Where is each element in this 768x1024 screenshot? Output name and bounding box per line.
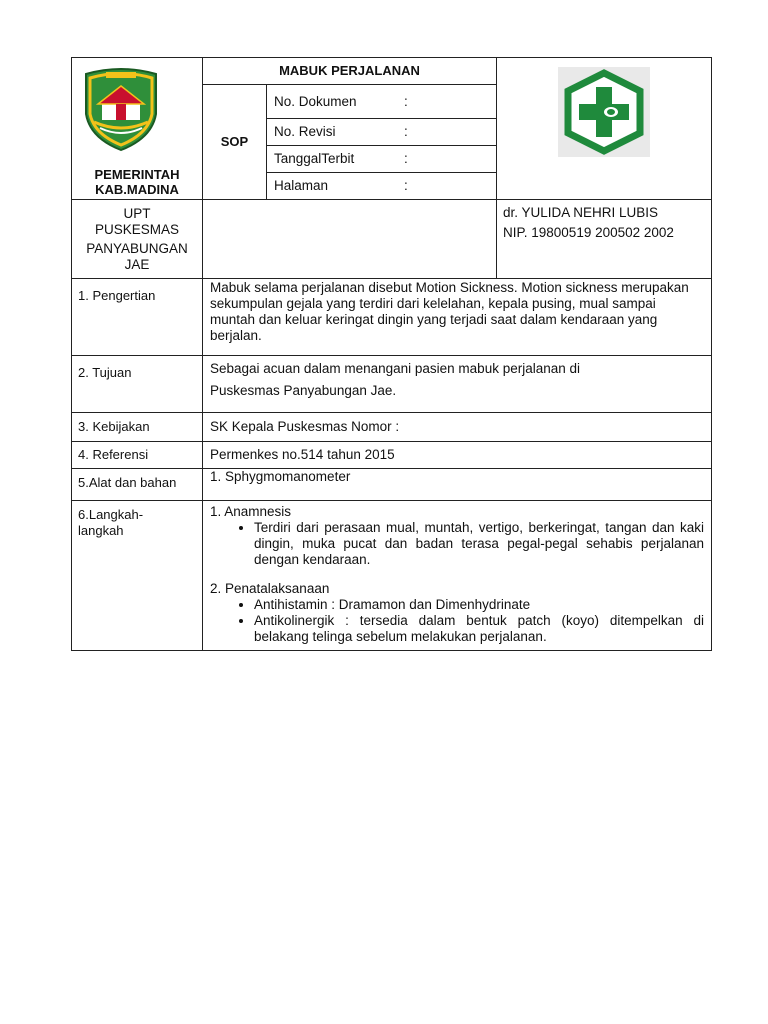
meta-label: TanggalTerbit: [274, 151, 355, 166]
sop-table: [71, 57, 712, 651]
meta-no-revisi: [267, 119, 497, 146]
meta-value: :: [404, 178, 408, 193]
tujuan-text: [203, 356, 712, 413]
step2-bullets: [210, 597, 704, 645]
org-name: [72, 167, 202, 197]
meta-tanggal-terbit: [267, 146, 497, 173]
meta-value: :: [404, 93, 408, 109]
sop-document: [71, 57, 711, 651]
puskesmas-logo-cell: [497, 58, 712, 200]
signature-space: [203, 200, 497, 279]
alat-label: 5.Alat dan bahan: [72, 469, 203, 501]
signer-name: dr. YULIDA NEHRI LUBIS: [503, 205, 659, 220]
referensi-label: 4. Referensi: [72, 442, 203, 469]
org-line2: KAB.MADINA: [95, 182, 179, 197]
list-item: • Terdiri dari perasaan mual, muntah, vertigo, berkeringat, tangan dan kaki dingin, muka pucat dan badan terasa pegal-pegal sehabis perjalanan dengan kendaraan.: [254, 520, 704, 568]
step1-bullets: [210, 520, 704, 568]
tujuan-line2: Puskesmas Panyabungan Jae.: [210, 383, 397, 398]
referensi-text: Permenkes no.514 tahun 2015: [203, 442, 712, 469]
document-title: MABUK PERJALANAN: [203, 58, 497, 85]
meta-label: No. Dokumen: [274, 93, 357, 109]
langkah-label-line1: 6.Langkah-: [78, 507, 144, 522]
langkah-label: [72, 501, 203, 651]
unit-line2: PUSKESMAS: [94, 222, 180, 237]
kebijakan-text: SK Kepala Puskesmas Nomor :: [203, 413, 712, 442]
meta-value: :: [404, 151, 408, 166]
step2-title: 2. Penatalaksanaan: [210, 581, 330, 596]
step1-title: 1. Anamnesis: [210, 504, 292, 519]
pengertian-label: 1. Pengertian: [72, 279, 203, 356]
unit-line1: UPT: [123, 206, 151, 221]
meta-label: No. Revisi: [274, 124, 336, 139]
tujuan-line1: Sebagai acuan dalam menangani pasien mabuk perjalanan di: [210, 361, 581, 376]
org-line1: PEMERINTAH: [94, 167, 180, 182]
list-item: • Antikolinergik : tersedia dalam bentuk patch (koyo) ditempelkan di belakang telinga sebelum melakukan perjalanan.: [254, 613, 704, 645]
pengertian-text: Mabuk selama perjalanan disebut Motion Sickness. Motion sickness merupakan sekumpulan gejala yang terdiri dari kelelahan, kepala pusing, mual sampai muntah dan keluar keringat dingin yang terjadi saat dalam kendaraan yang berjalan.: [203, 279, 712, 356]
langkah-label-line2: langkah: [78, 523, 124, 538]
list-item: • Antihistamin : Dramamon dan Dimenhydrinate: [254, 597, 704, 613]
sop-label: SOP: [203, 85, 267, 200]
signer-info: [497, 200, 712, 279]
puskesmas-logo-icon: [558, 67, 650, 157]
meta-halaman: [267, 173, 497, 200]
meta-label: Halaman: [274, 178, 329, 193]
kebijakan-label: 3. Kebijakan: [72, 413, 203, 442]
tujuan-label: 2. Tujuan: [72, 356, 203, 413]
langkah-content: [203, 501, 712, 651]
meta-no-dokumen: [267, 85, 497, 119]
meta-value: :: [404, 124, 408, 139]
signer-nip: NIP. 19800519 200502 2002: [503, 225, 674, 240]
unit-name: [72, 200, 203, 279]
unit-line4: JAE: [124, 257, 150, 272]
alat-text: 1. Sphygmomanometer: [203, 469, 712, 501]
unit-line3: PANYABUNGAN: [86, 241, 188, 256]
org-logo-cell: [72, 58, 203, 200]
madina-emblem-icon: [80, 64, 162, 152]
